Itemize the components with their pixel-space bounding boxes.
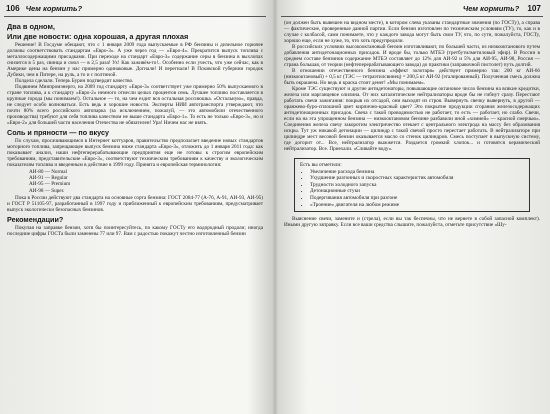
fuel-term-item: АИ-95 — Premium — [29, 181, 71, 188]
right-page — [281, 0, 543, 414]
left-paragraph-1: Решение! В Госдуме обещают, что с 1 января 2009 года выпускаемые в РФ бензины и дизельное горючее должны соответствовать стандартам «Евро-3». А уже через год — «Евро-4». Прекратится выпуск топлива с металлосодержащими присадками. При переходе на стандарт «Евро-3» содержание серы в бензина в выхлопах снизится в 5 раз, свинца и смол — в 2,5 раза! Ух! Как заживём-то!.. Особенно если учесть, что уже сейчас, как в Америке цены на бензин у нас примерно одинаковые. Догнали! И перегнали! В Псковской губернии городок Дубики, чем в Питере, на руль, а то и с полтиной. — [7, 42, 263, 78]
left-running-title: Чем кормить? — [25, 4, 83, 13]
right-page-number: 107 — [527, 4, 541, 13]
symptom-item: • Детонационные стуки — [310, 188, 524, 195]
right-paragraph-4: Кроме ТЭС существуют и другие антидетонаторы, повышающие октановое число бензина на всякие кредитки, железа или марганцевое олилина. От них каталитические нейтрализаторы вроде бы не гибнут сразу. Перестают работать свечи зажигания: покрыв их отсадой, они выходят из строя. Вывернуть свечку вывернуть, в другой — оранжево-буро-сплошной цвет кирпично-красный цвет? Это покрытие продукции сгорания железосодержащих антидетонационных присадок. Свеча с такой проводимостью не работает, то есть — работает, но слабо. Свечи, если на на эта упрощенном бензина — низкооктановом бензине разбавили иной «химией» — красной смерчью». Соединения железа свечу закоротим электричество отекает с центрального электрода на массу без образования искры. Тут уж никакой детонации — цилиндр с такой свечой просто перестает работать. В нейтрализаторе при цилиндре мест весовой бензин оказывается масло со стенок цилиндров. Смесь поступает в выпускную систему, где догорит от... Все, нейтрализатор выжжется. Раздается громкий хлопок... и готовятся керамический нейтрализатор. Все. Приехали. «Сливайте воду». — [284, 86, 540, 152]
left-paragraph-5: Пока в России действуют два стандарта на основные сорта бензина: ГОСТ 2084-77 (А-76, А-91, АИ-93, АИ-95) и ГОСТ Р 51105-97, разработанный в 1997 году и приближенный к европейским требованиям, предусматривает выпуск экологически безопасных бензинов. — [7, 194, 263, 213]
fuel-term-item: АИ-91 — Regular — [29, 175, 68, 182]
right-running-title: Чем кормить? — [462, 4, 520, 13]
left-page — [4, 0, 266, 414]
left-paragraph-4: По слухам, просачивающимся в Интернет коттуаров, правительство предполагает введение новых стандартов моторного топлива, запрещающее выпуск бензина ниже стандарта «Евро-3», отложить до 1 января 2011 года: как показывает анализ, наши нефтеперерабатывающие предприятия еще не готовы к строгим европейским требованиям, представительские «Евро-3», соответствуют техническим требованиям к качеству и экологическим показателям топлива и введенным в действие в 1999 году. Принята и европейская терминология: — [7, 138, 263, 168]
right-paragraph-3: В отношении отечественного бензина «эффект золотаря» действует примерно так: 200 кг АИ-66 (низкооктановый) + 0,5 кг (ТЭС — тетраэтилсвинец) = 200,5 кг АИ-92 (эталированный). Полученная смесь должна быть окрашена. Но ведь и краска стоит денег! «Мы понимаем». — [284, 68, 540, 86]
left-paragraph-3: Подвинем Минпромэнерго, на 2009 год стандарту «Евро-3» соответствует уже примерно 50% выпускаемого в стране топлива, а к стандарту «Евро-2» немного отнесли целых процентов семь. Лучшее топливо поставляется в крупные города (мы понимаем!). Остальное — то, на чем ездит вся остальная россиюшка. «Остальную», правда, не следует особо волноваться. Есть ведь и хорошие новости. Эксперты НИИ автотранспорта утверждают, что почти 80% всего российского автопарка (за исключением, пожалуй, — это автомобили отечественного производства) требуют для себя топлива качеством не выше стандарта «Евро-1». То есть не только «Евро-3», но и «Евро-2» для большей части населения Отечества не обязателен! Ура! Ничем нас не взять. — [7, 84, 263, 126]
left-page-number: 106 — [6, 4, 20, 13]
symptoms-title: Есть вы отметили: — [300, 162, 342, 168]
right-body — [281, 17, 543, 228]
left-heading-3: Соль и пряности — по вкусу — [7, 128, 109, 137]
right-paragraph-5: Выяснение свечи, замените и (стрела), если вы так беспечны, что не вернете в собой запасной комплект). Иными другую заправку. Если все ваши средства слышите, пожалуйста, отметьте присутствие «Шу- — [284, 216, 540, 229]
symptoms-list — [300, 169, 524, 209]
symptom-item: • Ухудшение разгонных и скоростных характеристик автомобиля — [310, 175, 524, 182]
left-body — [4, 17, 266, 237]
fuel-term-item: АИ-98 — Super. — [29, 187, 65, 194]
right-paragraph-1: (он должен быть вывешен на видном месте), в котором слева указаны стандартные значения (по ГОСТу), а справа — фактические, проверенные данной партии. Если бензин изготовлен по техническим условиям (ТУ), то, как и в случае с колбасой, сами понимаете, что у каждого завода могут быть свои ТУ, что, по сути, пожалуйста, ГОСТу, хорошо еще, если не хуже, то, что хоть предупредили. — [284, 20, 540, 44]
left-paragraph-6: Покупая на заправке бензин, хотя бы поинтересуйтесь, по какому ГОСТу его водородный продали; иногда последние цифры ГОСТа были заменены 77 или 97. Вам с радостью покажут честно изготовленный бензин — [7, 224, 263, 237]
right-paragraph-2: В российских условиях высокооктановый бензин изготавливают, по большей части, из низкооктанового путем добавления антидетонационных присадок. И вроде бы, только МТБЭ (третбутилметиловый эфир). В России в среднем составе бензинов содержание МТБЭ составляет до 12% для АИ-92 и 5% для АИ-95, АИ-98, Россия — страна большая, от теории (нефтеперерабатывающего завода) до практики (заправочной пистолет) путь долгий. — [284, 44, 540, 68]
left-paragraph-2: Полдела сделали. Теперь Бурин подтвердит качество. — [15, 78, 134, 84]
left-running-head — [4, 2, 266, 17]
symptom-item: • Трудности холодного запуска — [310, 182, 524, 189]
left-heading-2: Или две новости: одна хорошая, а другая плохая — [7, 31, 189, 41]
symptoms-box — [294, 158, 530, 212]
symptom-item: • Увеличение расхода бензина — [310, 169, 524, 176]
left-heading-1: Два в одном, — [7, 22, 55, 31]
fuel-terms-list — [29, 169, 263, 194]
symptom-item: • Подергивания автомобиля при разгоне — [310, 195, 524, 202]
symptom-item: • «Троение» двигателя на любом режиме — [310, 202, 524, 209]
fuel-term-item: АИ-80 — Normal — [29, 169, 68, 175]
right-running-head — [281, 2, 543, 17]
left-heading-4: Рекомендации? — [7, 214, 64, 224]
